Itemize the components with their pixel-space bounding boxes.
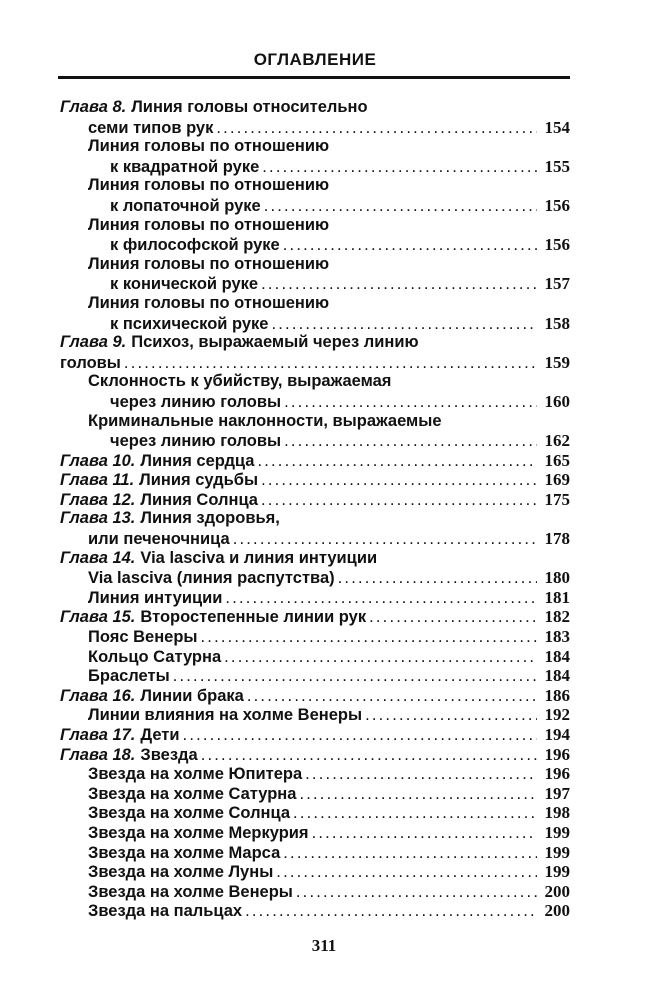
toc-entry — [60, 803, 570, 823]
dot-leader — [312, 824, 537, 844]
toc-entry — [60, 392, 570, 412]
entry-title: к философской руке — [110, 236, 280, 255]
entry-title: Линия судьбы — [139, 471, 259, 490]
entry-title: Пояс Венеры — [88, 628, 198, 647]
dot-leader — [283, 844, 537, 864]
dot-leader — [262, 158, 537, 178]
entry-page-number: 156 — [544, 235, 570, 255]
toc-entry — [60, 118, 570, 138]
toc-entry — [60, 764, 570, 784]
toc-entry — [60, 705, 570, 725]
entry-title: Склонность к убийству, выражаемая — [88, 372, 392, 391]
entry-title: Via lasciva (линия распутства) — [88, 569, 335, 588]
entry-page-number: 198 — [544, 803, 570, 823]
toc-entry — [60, 882, 570, 902]
dot-leader — [173, 667, 537, 687]
toc-entry — [60, 843, 570, 863]
entry-title: Звезда на холме Солнца — [88, 804, 291, 823]
toc-entry — [60, 490, 570, 510]
entry-title: Линия головы по отношению — [88, 293, 330, 312]
toc-entry — [60, 823, 570, 843]
entry-title: Браслеты — [88, 667, 170, 686]
entry-page-number: 199 — [544, 862, 570, 882]
toc-entry — [60, 412, 570, 432]
dot-leader — [365, 706, 537, 726]
chapter-label: Глава 14. — [60, 548, 136, 567]
toc-entry — [60, 431, 570, 451]
entry-title: Линии брака — [140, 686, 244, 705]
dot-leader — [257, 452, 537, 472]
entry-page-number: 192 — [544, 705, 570, 725]
entry-page-number: 199 — [544, 842, 570, 862]
entry-title: Психоз, выражаемый через линию — [131, 333, 419, 352]
toc-entry — [60, 784, 570, 804]
entry-page-number: 175 — [544, 489, 570, 509]
entry-page-number: 159 — [544, 352, 570, 372]
toc-entry — [60, 666, 570, 686]
dot-leader — [124, 354, 537, 374]
dot-leader — [338, 569, 537, 589]
entry-title: Звезда на холме Луны — [88, 863, 274, 882]
toc-entry — [60, 255, 570, 275]
toc-entry — [60, 725, 570, 745]
entry-title: семи типов рук — [88, 118, 214, 137]
dot-leader — [261, 471, 537, 491]
toc-entry — [60, 314, 570, 334]
entry-page-number: 183 — [544, 627, 570, 647]
dot-leader — [305, 765, 537, 785]
entry-title: Криминальные наклонности, выражаемые — [88, 411, 442, 430]
toc-entry — [60, 529, 570, 549]
entry-page-number: 199 — [544, 822, 570, 842]
dot-leader — [283, 236, 537, 256]
entry-page-number: 154 — [544, 117, 570, 137]
dot-leader — [201, 746, 537, 766]
toc-entry — [60, 588, 570, 608]
dot-leader — [261, 491, 537, 511]
dot-leader — [183, 726, 537, 746]
entry-page-number: 155 — [544, 156, 570, 176]
dot-leader — [276, 863, 537, 883]
toc-entry — [60, 372, 570, 392]
entry-title: к психической руке — [110, 314, 269, 333]
toc-entry — [60, 274, 570, 294]
toc-entry — [60, 549, 570, 569]
chapter-label: Глава 18. — [60, 745, 136, 764]
toc-entry — [60, 176, 570, 196]
toc-entry — [60, 235, 570, 255]
entry-title: Линия головы по отношению — [88, 215, 330, 234]
entry-title: Звезда на пальцах — [88, 902, 243, 921]
entry-page-number: 184 — [544, 666, 570, 686]
entry-title: Линия Солнца — [140, 490, 258, 509]
chapter-label: Глава 12. — [60, 490, 136, 509]
toc-entry — [60, 745, 570, 765]
entry-page-number: 184 — [544, 646, 570, 666]
entry-title: Звезда на холме Юпитера — [88, 765, 303, 784]
entry-page-number: 181 — [544, 587, 570, 607]
toc-entry — [60, 196, 570, 216]
page-title: ОГЛАВЛЕНИЕ — [253, 50, 377, 69]
entry-page-number: 160 — [544, 391, 570, 411]
toc-entry — [60, 686, 570, 706]
entry-page-number: 165 — [544, 450, 570, 470]
entry-title: Линия головы относительно — [131, 98, 368, 116]
entry-page-number: 194 — [544, 725, 570, 744]
dot-leader — [284, 393, 537, 413]
dot-leader — [264, 197, 537, 217]
dot-leader — [233, 530, 537, 550]
dot-leader — [216, 119, 537, 139]
entry-title: Линия головы по отношению — [88, 176, 330, 195]
entry-page-number: 196 — [544, 764, 570, 784]
dot-leader — [293, 804, 537, 824]
page-number: 311 — [311, 936, 337, 955]
entry-title: Кольцо Сатурна — [88, 647, 222, 666]
toc-entry — [60, 647, 570, 667]
entry-title: Второстепенные линии рук — [140, 608, 367, 627]
toc-entry — [60, 470, 570, 490]
chapter-label: Глава 8. — [60, 98, 127, 116]
toc-entry — [60, 627, 570, 647]
dot-leader — [245, 902, 537, 922]
entry-title: через линию головы — [110, 432, 282, 451]
chapter-label: Глава 15. — [60, 608, 136, 627]
entry-page-number: 200 — [544, 881, 570, 901]
dot-leader — [225, 589, 537, 609]
entry-page-number: 178 — [544, 529, 570, 549]
entry-title: Линия головы по отношению — [88, 137, 330, 156]
toc-entry — [60, 901, 570, 921]
entry-title: через линию головы — [110, 392, 282, 411]
toc-entry — [60, 98, 570, 118]
chapter-label: Глава 17. — [60, 726, 136, 744]
entry-page-number: 158 — [544, 313, 570, 333]
toc-entry — [60, 607, 570, 627]
entry-page-number: 162 — [544, 431, 570, 451]
entry-title: головы — [60, 353, 121, 372]
dot-leader — [261, 275, 537, 295]
dot-leader — [296, 883, 537, 903]
entry-title: Линия головы по отношению — [88, 254, 330, 273]
entry-page-number: 169 — [544, 470, 570, 490]
entry-title: Звезда на холме Марса — [88, 843, 281, 862]
entry-title: или печеночница — [88, 530, 230, 549]
entry-page-number: 157 — [544, 274, 570, 294]
toc-entry — [60, 353, 570, 373]
entry-page-number: 200 — [544, 901, 570, 921]
toc-entry — [60, 509, 570, 529]
entry-title: к лопаточной руке — [110, 196, 261, 215]
entry-title: Звезда на холме Меркурия — [88, 823, 309, 842]
entry-title: Звезда на холме Венеры — [88, 882, 293, 901]
entry-title: Линия сердца — [140, 451, 255, 470]
dot-leader — [369, 608, 537, 628]
entry-title: к конической руке — [110, 275, 259, 294]
dot-leader — [299, 785, 537, 805]
entry-page-number: 180 — [544, 568, 570, 588]
entry-title: к квадратной руке — [110, 157, 260, 176]
entry-title: Дети — [140, 726, 180, 744]
dot-leader — [201, 628, 537, 648]
toc-entry — [60, 294, 570, 314]
toc-entry — [60, 157, 570, 177]
toc-entry — [60, 137, 570, 157]
header-rule — [58, 76, 570, 79]
entry-page-number: 156 — [544, 195, 570, 215]
dot-leader — [271, 315, 537, 335]
entry-title: Линии влияния на холме Венеры — [88, 706, 363, 725]
entry-title: Звезда — [140, 745, 198, 764]
toc-entry — [60, 568, 570, 588]
entry-title: Звезда на холме Сатурна — [88, 784, 297, 803]
toc-entry — [60, 216, 570, 236]
entry-page-number: 182 — [544, 607, 570, 627]
toc-entry — [60, 862, 570, 882]
entry-title: Линия интуиции — [88, 588, 223, 607]
entry-page-number: 186 — [544, 685, 570, 705]
dot-leader — [247, 687, 537, 707]
toc-entry — [60, 333, 570, 353]
table-of-contents — [60, 98, 570, 921]
entry-title: Линия здоровья, — [140, 509, 280, 528]
dot-leader — [224, 648, 537, 668]
entry-page-number: 197 — [544, 783, 570, 803]
entry-title: Via lasciva и линия интуиции — [140, 548, 378, 567]
chapter-label: Глава 10. — [60, 451, 136, 470]
entry-page-number: 196 — [544, 744, 570, 764]
chapter-label: Глава 16. — [60, 686, 136, 705]
chapter-label: Глава 13. — [60, 509, 136, 528]
chapter-label: Глава 11. — [60, 471, 135, 490]
dot-leader — [284, 432, 537, 452]
chapter-label: Глава 9. — [60, 333, 127, 352]
toc-entry — [60, 451, 570, 471]
